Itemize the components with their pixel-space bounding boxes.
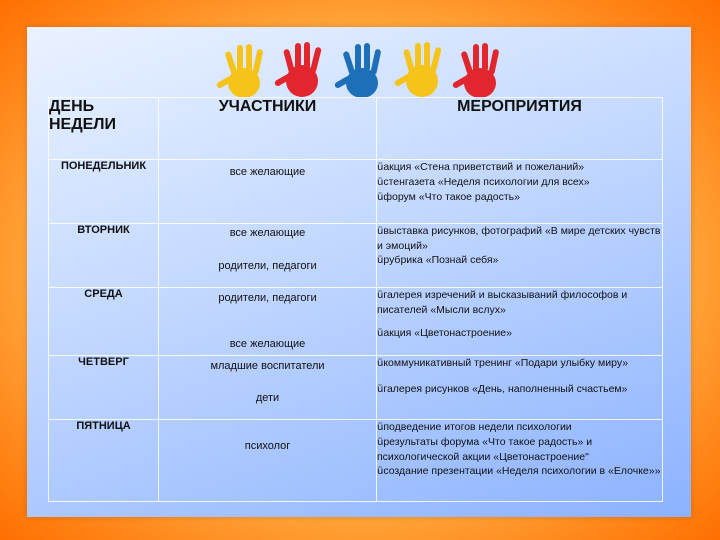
participants-cell: [159, 288, 377, 356]
check-icon: ü: [377, 177, 384, 188]
event-item: üподведение итогов недели психологии: [377, 421, 572, 433]
table-row: [49, 160, 663, 224]
red-hand-icon: [274, 42, 322, 97]
event-item: üрубрика «Познай себя»: [377, 254, 499, 266]
events-cell: [377, 160, 663, 224]
event-item: üакция «Стена приветствий и пожеланий»: [377, 161, 585, 173]
check-icon: ü: [377, 384, 384, 395]
check-icon: ü: [377, 358, 384, 369]
day-cell: ВТОРНИК: [49, 224, 159, 288]
events-cell: [377, 356, 663, 420]
check-icon: ü: [377, 192, 384, 203]
participant-label: все желающие: [229, 338, 306, 350]
check-icon: ü: [377, 328, 384, 339]
table-row: [49, 224, 663, 288]
event-item: üгалерея изречений и высказываний философов и писателей «Мысли вслух»: [377, 289, 628, 316]
yellow-hand-icon: [216, 44, 264, 98]
event-item: üстенгазета «Неделя психологии для всех»: [377, 176, 590, 188]
event-item: üсоздание презентации «Неделя психологии в «Елочке»»: [377, 465, 661, 477]
table-row: [49, 288, 663, 356]
participant-label: дети: [255, 392, 280, 404]
participants-cell: [159, 160, 377, 224]
check-icon: ü: [377, 466, 384, 477]
check-icon: ü: [377, 422, 384, 433]
participants-cell: [159, 420, 377, 502]
table-row: [49, 420, 663, 502]
check-icon: ü: [377, 162, 384, 173]
event-item: üфорум «Что такое радость»: [377, 191, 520, 203]
blue-hand-icon: [334, 43, 382, 98]
event-item: üкоммуникативный тренинг «Подари улыбку миру»: [377, 357, 629, 369]
slide: [27, 27, 691, 517]
participants-cell: [159, 224, 377, 288]
events-cell: [377, 288, 663, 356]
yellow-hand-icon: [394, 42, 442, 97]
header-events: МЕРОПРИЯТИЯ: [377, 98, 663, 160]
participant-label: младшие воспитатели: [210, 360, 325, 372]
participant-label: родители, педагоги: [218, 292, 317, 304]
check-icon: ü: [377, 226, 384, 237]
participant-label: все желающие: [229, 166, 306, 178]
check-icon: ü: [377, 290, 384, 301]
check-icon: ü: [377, 437, 384, 448]
day-cell: ПОНЕДЕЛЬНИК: [49, 160, 159, 224]
day-cell: ПЯТНИЦА: [49, 420, 159, 502]
table-row: [49, 356, 663, 420]
header-day: ДЕНЬ НЕДЕЛИ: [49, 98, 159, 160]
day-cell: СРЕДА: [49, 288, 159, 356]
events-cell: [377, 224, 663, 288]
day-cell: ЧЕТВЕРГ: [49, 356, 159, 420]
event-item: üрезультаты форума «Что такое радость» и психологической акции «Цветонастроение": [377, 436, 593, 463]
event-item: üвыставка рисунков, фотографий «В мире детских чувств и эмоций»: [377, 225, 661, 252]
header-participants: УЧАСТНИКИ: [159, 98, 377, 160]
participants-cell: [159, 356, 377, 420]
event-item: üгалерея рисунков «День, наполненный счастьем»: [377, 383, 628, 395]
events-cell: [377, 420, 663, 502]
table-header-row: [49, 98, 663, 160]
participant-label: психолог: [244, 440, 291, 452]
event-item: üакция «Цветонастроение»: [377, 327, 512, 339]
red-hand-icon: [452, 43, 500, 98]
participant-label: все желающие: [229, 227, 306, 239]
participant-label: родители, педагоги: [218, 260, 317, 272]
schedule-table: [48, 97, 663, 502]
check-icon: ü: [377, 255, 384, 266]
